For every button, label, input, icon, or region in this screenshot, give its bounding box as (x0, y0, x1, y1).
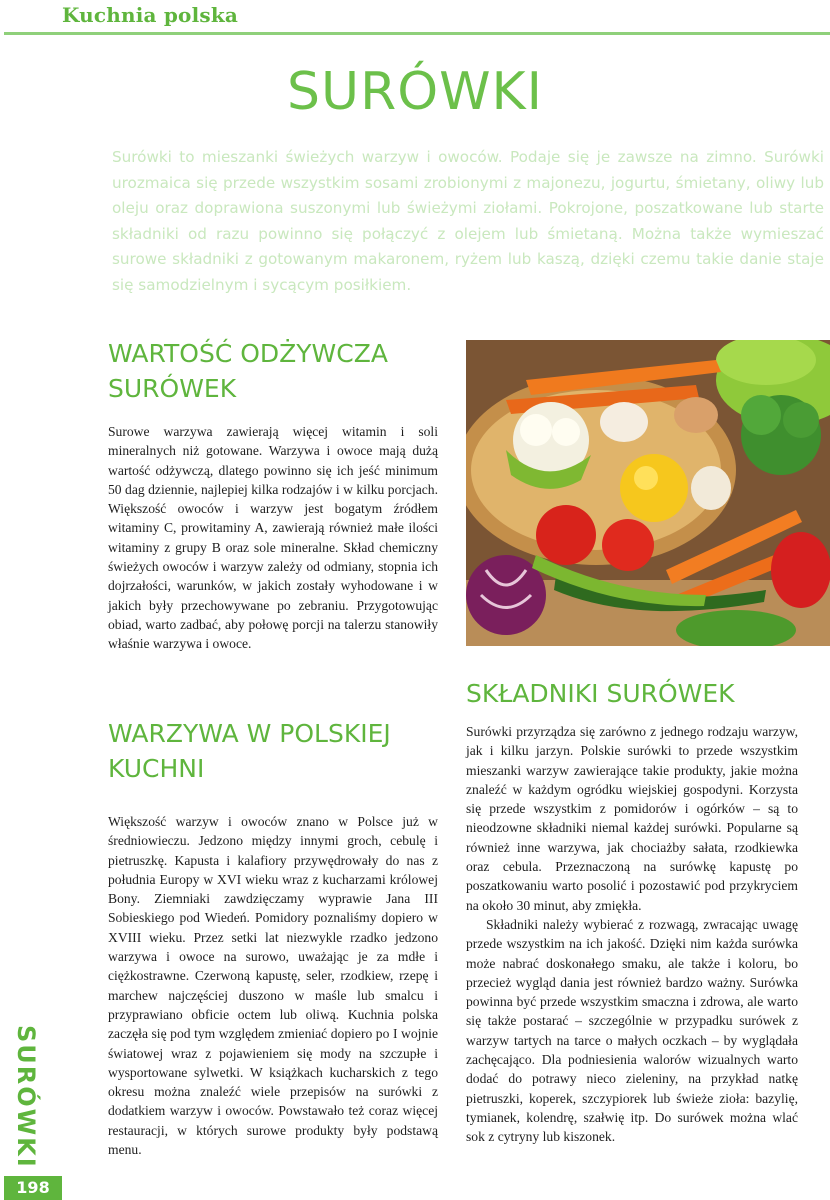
side-section-label: SURÓWKI (12, 1025, 40, 1169)
heading-skladniki-surowek: SKŁADNIKI SURÓWEK (466, 679, 735, 708)
heading-warzywa-w-polskiej-kuchni: WARZYWA W POLSKIEJ KUCHNI (108, 719, 391, 783)
paragraph: Składniki należy wybierać z rozwagą, zwracając uwagę przede wszystkim na ich jakość. Dzięki nim każda surówka może nabrać doskonałego smaku, ale także i koloru, bo przecież wygląd dania jest również bardzo ważny. Surówka powinna być przede wszystkim smaczna i zdrowa, ale warto się także postarać – szczególnie w przypadku surówek z warzyw tartych na tarce o małych oczkach – by wyglądała zachęcająco. Dla podniesienia walorów wizualnych warto dodać do potrawy nieco zieleniny, na przykład natkę pietruszki, koperek, szczypiorek lub świeże zioła: bazylię, tymianek, kolendrę, szałwię itp. Do surówek można wlać sok z cytryny lub kiszonek. (466, 916, 798, 1145)
paragraph: Surowe warzywa zawierają więcej witamin i soli mineralnych niż gotowane. Warzywa i owoce mają dużą wartość odżywczą, dlatego powinno się ich jeść minimum 50 dag dziennie, najlepiej kilka rodzajów i w kilku porcjach. Większość owoców i warzyw jest bogatym źródłem witaminy C, prowitaminy A, zawierają również małe ilości witaminy z grupy B oraz sole mineralne. Skład chemiczny świeżych owoców i warzyw zależy od odmiany, stopnia ich dojrzałości, warunków, w jakich zostały wyhodowane i w jakich były przechowywane po zebraniu. Przygotowując obiad, warto zadbać, aby połowę porcji na talerzu stanowiły właśnie warzywa i owoce. (108, 424, 438, 652)
vegetables-illustration (466, 340, 830, 646)
vegetables-photo (466, 340, 830, 646)
paragraph: Surówki przyrządza się zarówno z jednego rodzaju warzyw, jak i kilku jarzyn. Polskie surówki to przede wszystkim mieszanki warzyw zawierające takie produkty, jakie można znaleźć w każdym ogródku wiejskiej gospodyni. Korzysta się przede wszystkim z pomidorów i ogórków – są to nieodzowne składniki niemal każdej surówki. Popularne są również inne warzywa, jak chociażby sałata, rzodkiewka oraz cebula. Przeznaczoną na surówkę kapustę po poszatkowaniu warto posolić i pozostawić pod przykryciem na około 30 minut, aby zmiękła. (466, 724, 798, 913)
page-number: 198 (4, 1176, 62, 1200)
heading-wartosc-odzywcza: WARTOŚĆ ODŻYWCZA SURÓWEK (108, 339, 388, 403)
intro-paragraph: Surówki to mieszanki świeżych warzyw i owoców. Podaje się je zawsze na zimno. Surówki urozmaica się przede wszystkim sosami zrobionymi z majonezu, jogurtu, śmietany, oliwy lub oleju oraz doprawiona suszonymi lub świeżymi ziołami. Pokrojone, poszatkowane lub starte składniki od razu powinno się połączyć z olejem lub śmietaną. Można także wymieszać surowe składniki z gotowanym makaronem, ryżem lub kaszą, dzięki czemu takie danie staje się samodzielnym i sycącym posiłkiem. (112, 148, 824, 294)
text-warzywa-w-polskiej-kuchni (108, 812, 438, 1159)
header-rule (4, 32, 830, 35)
page-title: SURÓWKI (287, 62, 543, 122)
text-wartosc-odzywcza (108, 422, 438, 654)
text-skladniki-surowek (466, 722, 798, 1147)
running-header: Kuchnia polska (62, 3, 239, 27)
paragraph: Większość warzyw i owoców znano w Polsce już w średniowieczu. Jedzono między innymi groch, cebulę i pietruszkę. Kapusta i kalafiory przywędrowały do nas z południa Europy w XVI wieku wraz z kucharzami królowej Bony. Ziemniaki zawdzięczamy wyprawie Jana III Sobieskiego pod Wiedeń. Pomidory poznaliśmy dopiero w XVIII wieku. Przez setki lat niezwykle rzadko jedzono warzywa i owoce na surowo, uważając je za mdłe i ciężkostrawne. Czerwoną kapustę, seler, rzodkiew, rzepę i marchew najczęściej duszono w maśle lub smalcu i przyprawiano obficie octem lub oliwą. Kuchnia polska zaczęła się pod tym względem zmieniać dopiero po I wojnie światowej wraz z pojawieniem się mody na szczupłe i wysportowane sylwetki. W książkach kucharskich z tego okresu można znaleźć wiele przepisów na surówki z dodatkiem warzyw i owoców. Powstawało też coraz więcej restauracji, w których surowe produkty były podstawą menu. (108, 814, 438, 1158)
